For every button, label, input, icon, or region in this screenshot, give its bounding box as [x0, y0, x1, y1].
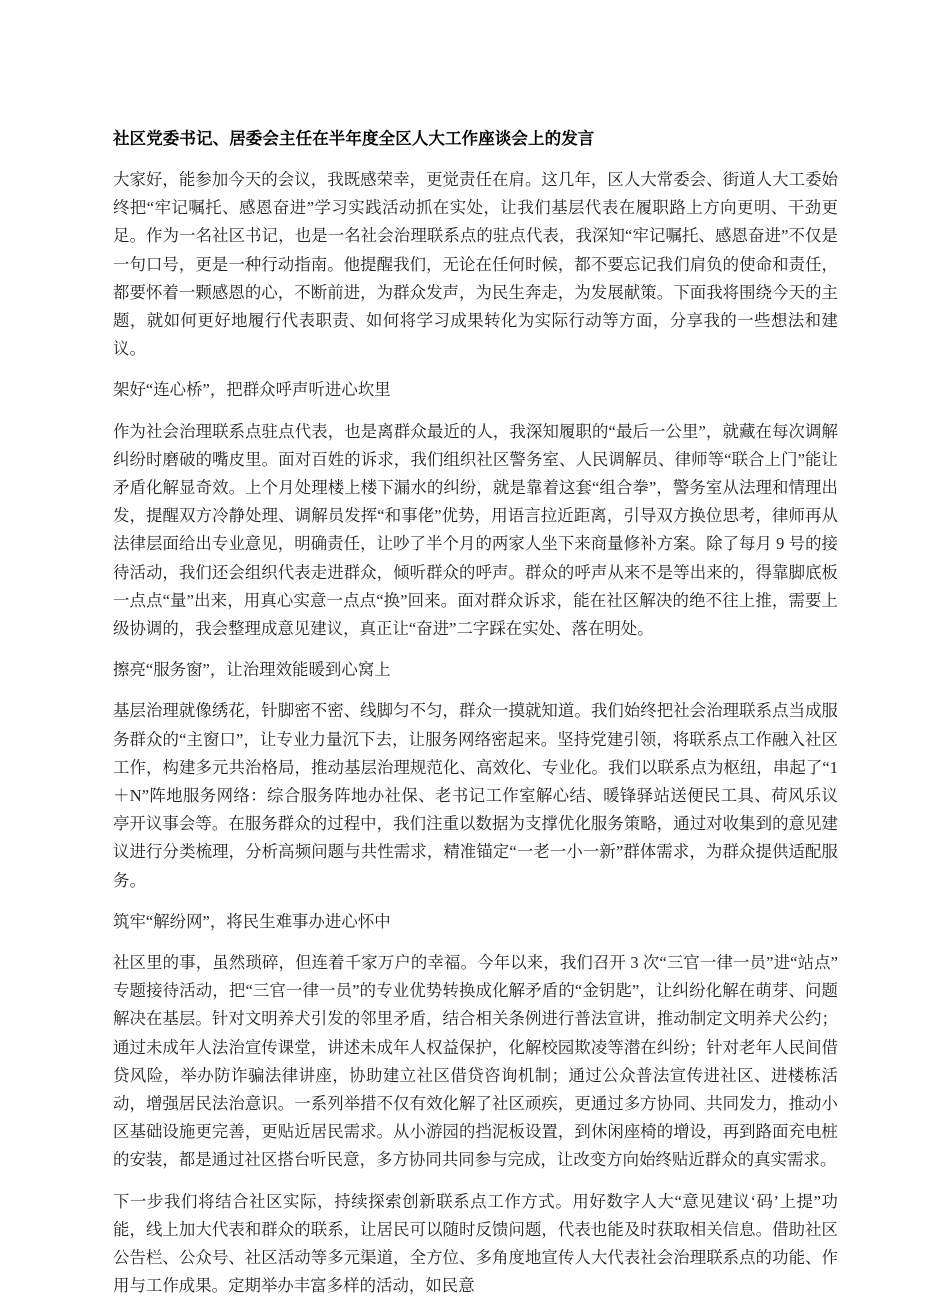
body-paragraph: 社区里的事，虽然琐碎，但连着千家万户的幸福。今年以来，我们召开 3 次“三官一律一员”进“站点”专题接待活动，把“三官一律一员”的专业优势转换成化解矛盾的“金钥匙”，让纠纷化解在萌芽、问题解决在基层。针对文明养犬引发的邻里矛盾，结合相关条例进行普法宣讲，推动制定文明养犬公约；通过未成年人法治宣传课堂，讲述未成年人权益保护，化解校园欺凌等潜在纠纷；针对老年人民间借贷风险，举办防诈骗法律讲座，协助建立社区借贷咨询机制；通过公众普法宣传进社区、进楼栋活动，增强居民法治意识。一系列举措不仅有效化解了社区顽疾，更通过多方协同、共同发力，推动小区基础设施更完善，更贴近居民需求。从小游园的挡泥板设置，到休闲座椅的增设，再到路面充电桩的安装，都是通过社区搭台听民意，多方协同共同参与完成，让改变方向始终贴近群众的真实需求。 [113, 953, 838, 1170]
body-paragraph: 大家好，能参加今天的会议，我既感荣幸，更觉责任在肩。这几年，区人大常委会、街道人大工委始终把“牢记嘱托、感恩奋进”学习实践活动抓在实处，让我们基层代表在履职路上方向更明、干劲更足。作为一名社区书记，也是一名社会治理联系点的驻点代表，我深知“牢记嘱托、感恩奋进”不仅是一句口号，更是一种行动指南。他提醒我们，无论在任何时候，都不要忘记我们肩负的使命和责任，都要怀着一颗感恩的心，不断前进，为群众发声，为民生奔走，为发展献策。下面我将围绕今天的主题，就如何更好地履行代表职责、如何将学习成果转化为实际行动等方面，分享我的一些想法和建议。 [113, 169, 838, 359]
body-paragraph: 作为社会治理联系点驻点代表，也是离群众最近的人，我深知履职的“最后一公里”，就藏在每次调解纠纷时磨破的嘴皮里。面对百姓的诉求，我们组织社区警务室、人民调解员、律师等“联合上门”能让矛盾化解显奇效。上个月处理楼上楼下漏水的纠纷，就是靠着这套“组合拳”，警务室从法理和情理出发，提醒双方冷静处理、调解员发挥“和事佬”优势，用语言拉近距离，引导双方换位思考，律师再从法律层面给出专业意见，明确责任，让吵了半个月的两家人坐下来商量修补方案。除了每月 9 号的接待活动，我们还会组织代表走进群众，倾听群众的呼声。群众的呼声从来不是等出来的，得靠脚底板一点点“量”出来，用真心实意一点点“换”回来。面对群众诉求，能在社区解决的绝不往上推，需要上级协调的，我会整理成意见建议，真正让“奋进”二字踩在实处、落在明处。 [113, 421, 838, 638]
body-paragraph: 下一步我们将结合社区实际，持续探索创新联系点工作方式。用好数字人大“意见建议‘码’上提”功能，线上加大代表和群众的联系，让居民可以随时反馈问题，代表也能及时获取相关信息。借助社区公告栏、公众号、社区活动等多元渠道，全方位、多角度地宣传人大代表社会治理联系点的功能、作用与工作成果。定期举办丰富多样的活动，如民意 [113, 1191, 838, 1296]
body-paragraph: 基层治理就像绣花，针脚密不密、线脚匀不匀，群众一摸就知道。我们始终把社会治理联系点当成服务群众的“主窗口”，让专业力量沉下去，让服务网络密起来。坚持党建引领，将联系点工作融入社区工作，构建多元共治格局，推动基层治理规范化、高效化、专业化。我们以联系点为枢纽，串起了“1＋N”阵地服务网络：综合服务阵地办社保、老书记工作室解心结、暖锋驿站送便民工具、荷风乐议亭开议事会等。在服务群众的过程中，我们注重以数据为支撑优化服务策略，通过对收集到的意见建议进行分类梳理，分析高频问题与共性需求，精准锚定“一老一小一新”群体需求，为群众提供适配服务。 [113, 701, 838, 890]
page-title: 社区党委书记、居委会主任在半年度全区人大工作座谈会上的发言 [113, 130, 595, 148]
section-heading-1: 架好“连心桥”，把群众呼声听进心坎里 [113, 380, 391, 400]
document-body [113, 166, 838, 1300]
section-heading-3: 筑牢“解纷网”，将民生难事办进心怀中 [113, 911, 391, 931]
section-heading-2: 擦亮“服务窗”，让治理效能暖到心窝上 [113, 660, 391, 680]
